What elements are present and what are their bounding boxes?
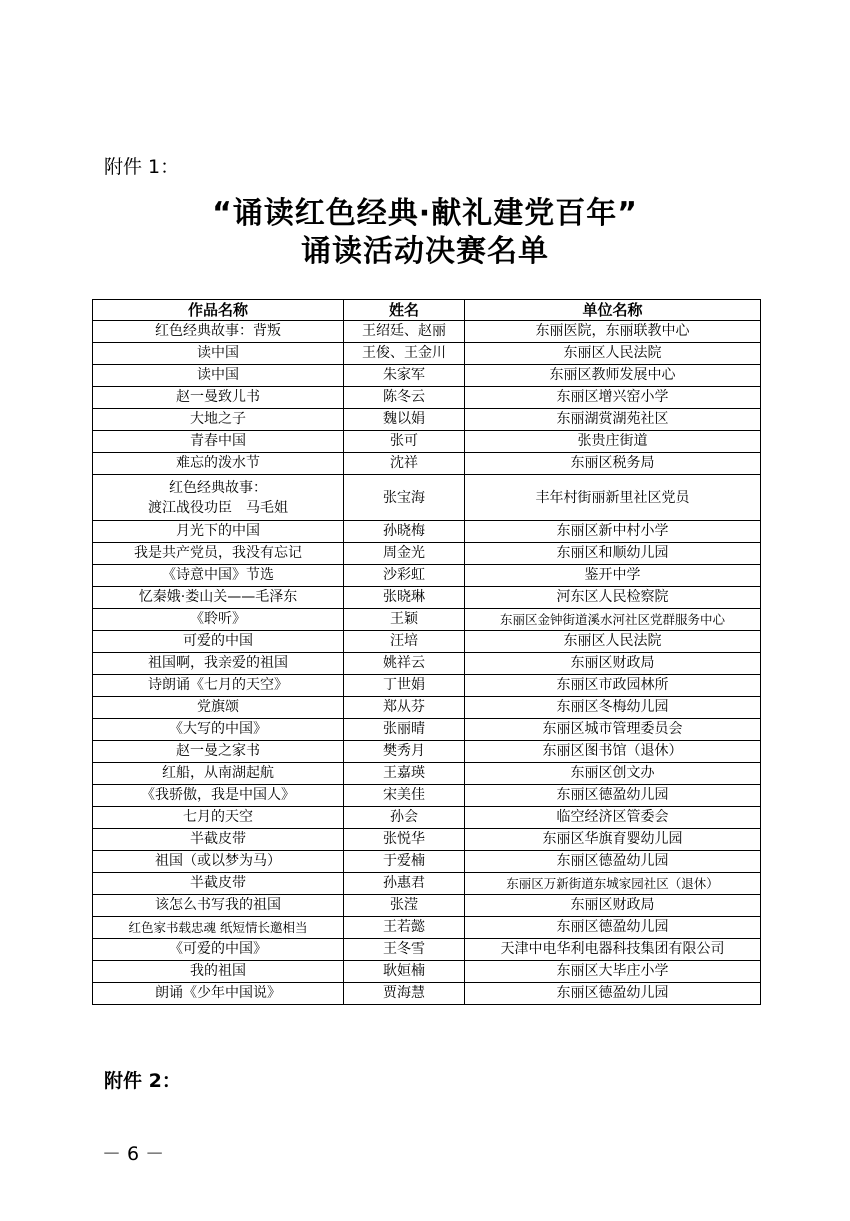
table-row bbox=[93, 785, 761, 807]
unit-cell: 东丽区人民法院 bbox=[465, 343, 761, 365]
name-cell: 孙会 bbox=[344, 807, 465, 829]
unit-cell: 东丽医院，东丽联教中心 bbox=[465, 321, 761, 343]
work-cell: 《我骄傲，我是中国人》 bbox=[93, 785, 344, 807]
name-cell: 耿姮楠 bbox=[344, 961, 465, 983]
table-row bbox=[93, 873, 761, 895]
unit-cell: 东丽区华旗育婴幼儿园 bbox=[465, 829, 761, 851]
document-title-line-2: 诵读活动决赛名单 bbox=[301, 234, 549, 269]
name-cell: 于爱楠 bbox=[344, 851, 465, 873]
table-row bbox=[93, 719, 761, 741]
unit-cell: 东丽区大毕庄小学 bbox=[465, 961, 761, 983]
unit-cell: 东丽区市政园林所 bbox=[465, 675, 761, 697]
header-unit: 单位名称 bbox=[465, 300, 761, 321]
name-cell: 周金光 bbox=[344, 543, 465, 565]
unit-cell: 东丽区新中村小学 bbox=[465, 521, 761, 543]
work-cell: 赵一曼之家书 bbox=[93, 741, 344, 763]
unit-cell: 鉴开中学 bbox=[465, 565, 761, 587]
work-cell: 赵一曼致儿书 bbox=[93, 387, 344, 409]
unit-cell: 丰年村街丽新里社区党员 bbox=[465, 475, 761, 521]
annex-2-label: 附件 2： bbox=[104, 1070, 181, 1092]
work-cell: 朗诵《少年中国说》 bbox=[93, 983, 344, 1005]
name-cell: 王冬雪 bbox=[344, 939, 465, 961]
work-cell: 《大写的中国》 bbox=[93, 719, 344, 741]
name-cell: 孙晓梅 bbox=[344, 521, 465, 543]
name-cell: 张悦华 bbox=[344, 829, 465, 851]
name-cell: 张晓琳 bbox=[344, 587, 465, 609]
table-row bbox=[93, 321, 761, 343]
name-cell: 张宝海 bbox=[344, 475, 465, 521]
work-cell: 读中国 bbox=[93, 343, 344, 365]
work-cell: 红色经典故事：背叛 bbox=[93, 321, 344, 343]
unit-cell: 东丽区德盈幼儿园 bbox=[465, 785, 761, 807]
name-cell: 王俊、王金川 bbox=[344, 343, 465, 365]
unit-cell: 东丽区冬梅幼儿园 bbox=[465, 697, 761, 719]
work-cell: 大地之子 bbox=[93, 409, 344, 431]
table-row bbox=[93, 387, 761, 409]
work-cell: 党旗颂 bbox=[93, 697, 344, 719]
name-cell: 贾海慧 bbox=[344, 983, 465, 1005]
work-cell: 《诗意中国》节选 bbox=[93, 565, 344, 587]
work-cell: 可爱的中国 bbox=[93, 631, 344, 653]
unit-cell: 临空经济区管委会 bbox=[465, 807, 761, 829]
name-cell: 张滢 bbox=[344, 895, 465, 917]
document-title-line-1: “诵读红色经典·献礼建党百年” bbox=[212, 196, 638, 231]
work-cell: 读中国 bbox=[93, 365, 344, 387]
name-cell: 孙惠君 bbox=[344, 873, 465, 895]
table-row bbox=[93, 763, 761, 785]
work-cell: 月光下的中国 bbox=[93, 521, 344, 543]
table-row bbox=[93, 961, 761, 983]
name-cell: 樊秀月 bbox=[344, 741, 465, 763]
table-row bbox=[93, 565, 761, 587]
unit-cell: 东丽区增兴窑小学 bbox=[465, 387, 761, 409]
unit-cell: 东丽区万新街道东城家园社区（退休） bbox=[465, 873, 761, 895]
work-cell: 难忘的泼水节 bbox=[93, 453, 344, 475]
name-cell: 王若懿 bbox=[344, 917, 465, 939]
page-number: － 6 － bbox=[102, 1143, 165, 1165]
unit-cell: 东丽区德盈幼儿园 bbox=[465, 983, 761, 1005]
table-row bbox=[93, 983, 761, 1005]
work-cell: 《可爱的中国》 bbox=[93, 939, 344, 961]
table-row bbox=[93, 475, 761, 521]
annex-1-label: 附件 1： bbox=[104, 156, 180, 178]
name-cell: 汪培 bbox=[344, 631, 465, 653]
work-cell: 祖国啊，我亲爱的祖国 bbox=[93, 653, 344, 675]
table-row bbox=[93, 543, 761, 565]
unit-cell: 张贵庄街道 bbox=[465, 431, 761, 453]
work-cell: 青春中国 bbox=[93, 431, 344, 453]
unit-cell: 东丽区教师发展中心 bbox=[465, 365, 761, 387]
unit-cell: 东丽区图书馆（退休） bbox=[465, 741, 761, 763]
table-row bbox=[93, 343, 761, 365]
unit-cell: 东丽区财政局 bbox=[465, 895, 761, 917]
table-row bbox=[93, 851, 761, 873]
work-cell: 诗朗诵《七月的天空》 bbox=[93, 675, 344, 697]
work-cell: 《聆听》 bbox=[93, 609, 344, 631]
table-row bbox=[93, 939, 761, 961]
table-row bbox=[93, 697, 761, 719]
work-cell: 我的祖国 bbox=[93, 961, 344, 983]
finalist-table bbox=[92, 299, 761, 1005]
table-row bbox=[93, 917, 761, 939]
work-cell: 半截皮带 bbox=[93, 873, 344, 895]
table-row bbox=[93, 631, 761, 653]
work-cell: 祖国（或以梦为马） bbox=[93, 851, 344, 873]
name-cell: 王嘉瑛 bbox=[344, 763, 465, 785]
table-row bbox=[93, 431, 761, 453]
name-cell: 魏以娟 bbox=[344, 409, 465, 431]
unit-cell: 东丽区城市管理委员会 bbox=[465, 719, 761, 741]
work-cell: 红色经典故事： 渡江战役功臣 马毛姐 bbox=[93, 475, 344, 521]
unit-cell: 东丽区税务局 bbox=[465, 453, 761, 475]
table-row bbox=[93, 587, 761, 609]
unit-cell: 东丽区德盈幼儿园 bbox=[465, 917, 761, 939]
name-cell: 陈冬云 bbox=[344, 387, 465, 409]
table-row bbox=[93, 653, 761, 675]
work-cell: 忆秦娥·娄山关——毛泽东 bbox=[93, 587, 344, 609]
table-row bbox=[93, 609, 761, 631]
name-cell: 沙彩虹 bbox=[344, 565, 465, 587]
work-cell: 红色家书载忠魂 纸短情长邀相当 bbox=[93, 917, 344, 939]
unit-cell: 河东区人民检察院 bbox=[465, 587, 761, 609]
work-cell: 红船，从南湖起航 bbox=[93, 763, 344, 785]
unit-cell: 东丽区和顺幼儿园 bbox=[465, 543, 761, 565]
table-body bbox=[93, 321, 761, 1005]
unit-cell: 东丽湖赏湖苑社区 bbox=[465, 409, 761, 431]
unit-cell: 天津中电华利电器科技集团有限公司 bbox=[465, 939, 761, 961]
header-name: 姓名 bbox=[344, 300, 465, 321]
table-row bbox=[93, 675, 761, 697]
name-cell: 沈祥 bbox=[344, 453, 465, 475]
table-row bbox=[93, 365, 761, 387]
table-row bbox=[93, 895, 761, 917]
unit-cell: 东丽区金钟街道溪水河社区党群服务中心 bbox=[465, 609, 761, 631]
table-row bbox=[93, 829, 761, 851]
work-cell: 七月的天空 bbox=[93, 807, 344, 829]
table-row bbox=[93, 521, 761, 543]
header-work: 作品名称 bbox=[93, 300, 344, 321]
unit-cell: 东丽区德盈幼儿园 bbox=[465, 851, 761, 873]
table-row bbox=[93, 453, 761, 475]
name-cell: 张丽晴 bbox=[344, 719, 465, 741]
work-cell: 该怎么书写我的祖国 bbox=[93, 895, 344, 917]
table-header-row bbox=[93, 300, 761, 321]
table-row bbox=[93, 807, 761, 829]
table-row bbox=[93, 741, 761, 763]
name-cell: 姚祥云 bbox=[344, 653, 465, 675]
name-cell: 王颖 bbox=[344, 609, 465, 631]
work-cell: 我是共产党员，我没有忘记 bbox=[93, 543, 344, 565]
name-cell: 王绍廷、赵丽 bbox=[344, 321, 465, 343]
name-cell: 丁世娟 bbox=[344, 675, 465, 697]
work-cell: 半截皮带 bbox=[93, 829, 344, 851]
name-cell: 朱家军 bbox=[344, 365, 465, 387]
name-cell: 张可 bbox=[344, 431, 465, 453]
unit-cell: 东丽区人民法院 bbox=[465, 631, 761, 653]
unit-cell: 东丽区创文办 bbox=[465, 763, 761, 785]
name-cell: 宋美佳 bbox=[344, 785, 465, 807]
unit-cell: 东丽区财政局 bbox=[465, 653, 761, 675]
table-row bbox=[93, 409, 761, 431]
name-cell: 郑从芬 bbox=[344, 697, 465, 719]
